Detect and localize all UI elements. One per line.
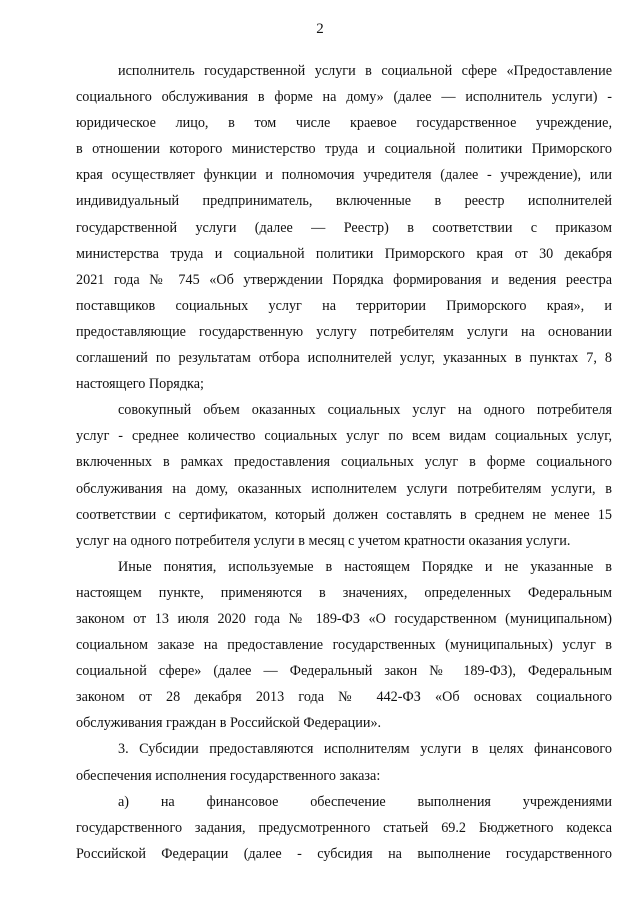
text-line: настоящего Порядка; [76,376,204,393]
text-line: 3. Субсидии предоставляются исполнителям услуги в целях финансового [118,741,612,758]
document-body [76,58,612,867]
text-line: настоящем пункте, применяются в значениях, определенных Федеральным [76,584,612,601]
text-line: включенных в рамках предоставления социальных услуг в форме социального [76,454,612,471]
text-line: а) на финансовое обеспечение выполнения учреждениями [118,793,612,810]
text-line: индивидуальный предприниматель, включенные в реестр исполнителей [76,193,612,210]
text-line: услуг на одного потребителя услуги в месяц с учетом кратности оказания услуги. [76,532,571,549]
text-line: социальном заказе на предоставление государственных (муниципальных) услуг в [76,637,612,654]
text-line: обслуживания граждан в Российской Федерации». [76,715,382,732]
text-line: поставщиков социальных услуг на территории Приморского края», и [76,297,612,314]
text-line: государственной услуги (далее — Реестр) в соответствии с приказом [76,219,612,236]
text-line: Иные понятия, используемые в настоящем Порядке и не указанные в [118,558,612,575]
text-line: 2021 года № 745 «Об утверждении Порядка формирования и ведения реестра [76,271,612,288]
text-line: законом от 28 декабря 2013 года № 442-ФЗ «Об основах социального [76,689,612,706]
text-line: социальной сфере» (далее — Федеральный закон № 189-ФЗ), Федеральным [76,663,612,680]
text-line: юридическое лицо, в том числе краевое государственное учреждение, [76,115,612,132]
text-line: исполнитель государственной услуги в социальной сфере «Предоставление [118,63,612,79]
text-line: законом от 13 июля 2020 года № 189-ФЗ «О государственном (муниципальном) [76,610,612,627]
text-line: социального обслуживания в форме на дому» (далее — исполнитель услуги) - [76,89,612,106]
text-line: обслуживания на дому, оказанных исполнителем услуги потребителям услуги, в [76,480,612,497]
text-line: края осуществляет функции и полномочия учредителя (далее - учреждение), или [76,167,612,184]
text-line: соответствии с сертификатом, который должен составлять в среднем не менее 15 [76,506,612,523]
text-line: обеспечения исполнения государственного заказа: [76,767,381,784]
text-line: государственного задания, предусмотренного статьей 69.2 Бюджетного кодекса [76,819,612,836]
text-line: министерства труда и социальной политики Приморского края от 30 декабря [76,245,612,262]
text-line: совокупный объем оказанных социальных услуг на одного потребителя [118,402,612,419]
text-line: соглашений по результатам отбора исполнителей услуг, указанных в пунктах 7, 8 [76,350,612,367]
text-line: предоставляющие государственную услугу потребителям услуги на основании [76,323,612,340]
text-line: в отношении которого министерство труда и социальной политики Приморского [76,141,612,158]
text-line: Российской Федерации (далее - субсидия на выполнение государственного [76,845,612,862]
page-number: 2 [316,21,324,37]
text-line: услуг - среднее количество социальных услуг по всем видам социальных услуг, [76,428,612,445]
